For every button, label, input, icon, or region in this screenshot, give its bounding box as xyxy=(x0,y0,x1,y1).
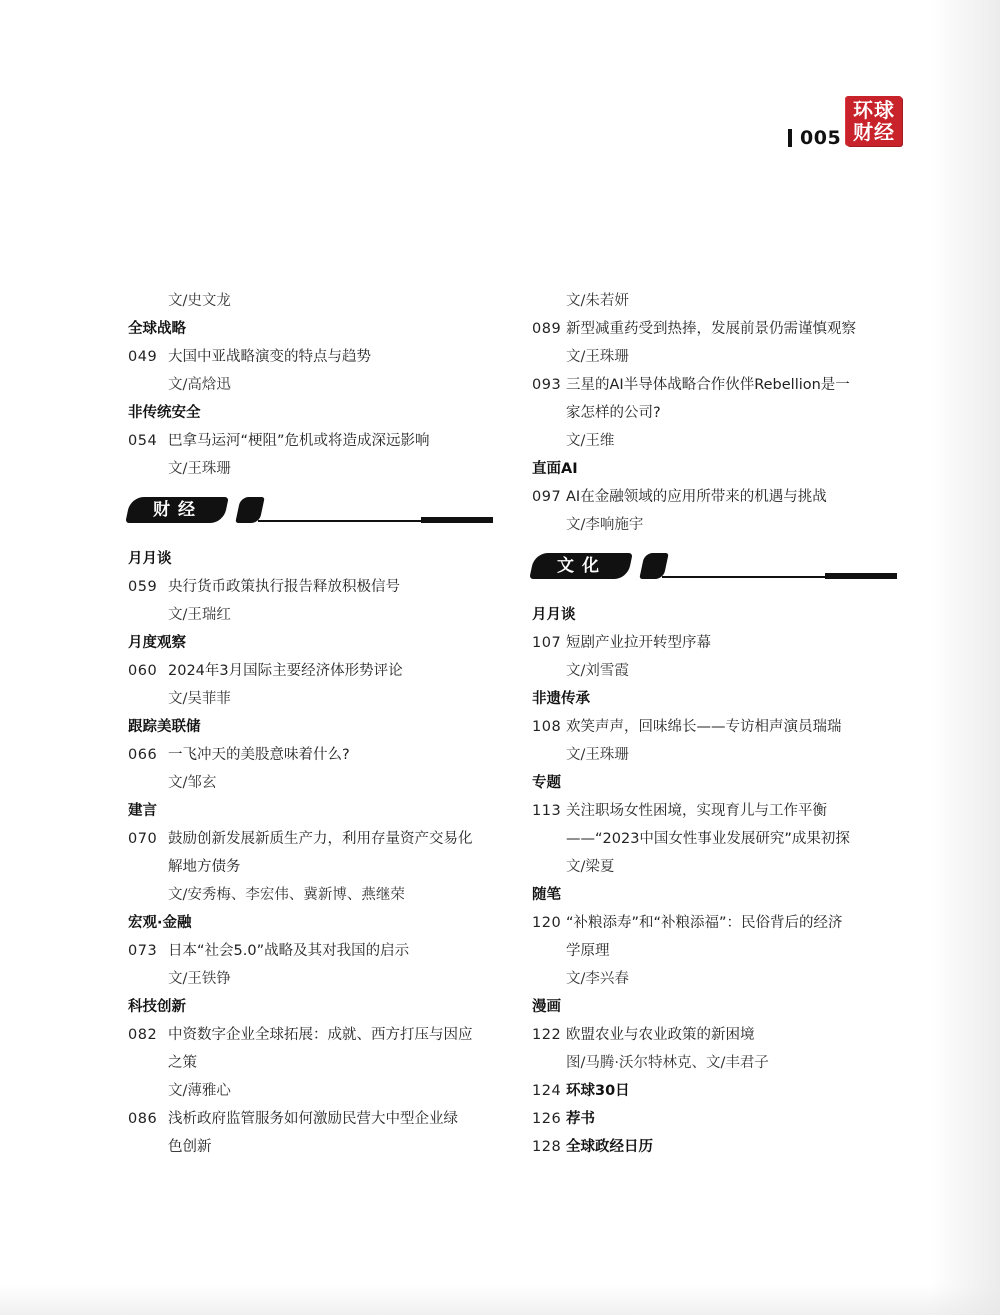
toc-entry-title[interactable]: 短剧产业拉开转型序幕 xyxy=(566,635,711,651)
toc-title-continuation[interactable]: 色创新 xyxy=(168,1139,212,1155)
toc-author: 文/王瑞红 xyxy=(168,607,231,623)
page-bottom-shadow xyxy=(0,1285,1000,1315)
toc-right-column xyxy=(532,287,922,1161)
toc-title-continuation[interactable]: ——“2023中国女性事业发展研究”成果初探 xyxy=(566,831,850,847)
toc-page-number: 107 xyxy=(532,635,562,651)
toc-entry-title[interactable]: “补粮添寿”和“补粮添福”：民俗背后的经济 xyxy=(566,915,843,931)
toc-page-number: 122 xyxy=(532,1027,562,1043)
toc-category: 非传统安全 xyxy=(128,405,201,421)
toc-category: 建言 xyxy=(128,803,157,819)
toc-entry[interactable] xyxy=(128,825,518,853)
toc-entry[interactable] xyxy=(532,797,922,825)
toc-category: 科技创新 xyxy=(128,999,186,1015)
toc-entry-title[interactable]: 浅析政府监管服务如何激励民营大中型企业绿 xyxy=(168,1111,458,1127)
toc-entry[interactable] xyxy=(532,1133,922,1161)
toc-author: 文/李响施宇 xyxy=(566,517,644,533)
section-banner xyxy=(128,483,518,545)
toc-page-number: 128 xyxy=(532,1139,562,1155)
toc-title-continuation[interactable]: 学原理 xyxy=(566,943,610,959)
page-edge-shadow xyxy=(930,0,1000,1315)
toc-author: 文/王珠珊 xyxy=(566,349,629,365)
toc-page-number: 089 xyxy=(532,321,562,337)
toc-entry-title[interactable]: 2024年3月国际主要经济体形势评论 xyxy=(168,663,403,679)
toc-category: 漫画 xyxy=(532,999,561,1015)
toc-page-number: 108 xyxy=(532,719,562,735)
toc-entry[interactable] xyxy=(532,1105,922,1133)
toc-category: 非遗传承 xyxy=(532,691,590,707)
toc-page-number: 113 xyxy=(532,803,562,819)
toc-author: 文/史文龙 xyxy=(168,293,231,309)
toc-page-number: 049 xyxy=(128,349,158,365)
toc-left-column xyxy=(128,287,518,1161)
toc-page-number: 060 xyxy=(128,663,158,679)
toc-entry-title[interactable]: 鼓励创新发展新质生产力，利用存量资产交易化 xyxy=(168,831,473,847)
toc-entry[interactable] xyxy=(532,371,922,399)
toc-entry-title[interactable]: 一飞冲天的美股意味着什么? xyxy=(168,747,350,763)
toc-author: 文/刘雪霞 xyxy=(566,663,629,679)
toc-entry-title[interactable]: 欢笑声声，回味绵长——专访相声演员瑞瑞 xyxy=(566,719,842,735)
toc-author: 文/李兴春 xyxy=(566,971,629,987)
toc-title-continuation[interactable]: 家怎样的公司? xyxy=(566,405,661,421)
toc-author: 图/马腾·沃尔特林克、文/丰君子 xyxy=(566,1055,769,1071)
toc-author: 文/朱若妍 xyxy=(566,293,629,309)
toc-category: 全球战略 xyxy=(128,321,186,337)
toc-category: 宏观·金融 xyxy=(128,915,192,931)
toc-title-continuation[interactable]: 解地方债务 xyxy=(168,859,241,875)
toc-page-number: 126 xyxy=(532,1111,562,1127)
toc-entry[interactable] xyxy=(532,909,922,937)
toc-author: 文/王珠珊 xyxy=(168,461,231,477)
toc-author: 文/王珠珊 xyxy=(566,747,629,763)
toc-page-number: 124 xyxy=(532,1083,562,1099)
section-banner xyxy=(532,539,922,601)
toc-entry[interactable] xyxy=(128,1105,518,1133)
toc-author: 文/王维 xyxy=(566,433,615,449)
toc-author: 文/梁夏 xyxy=(566,859,615,875)
toc-page-number: 070 xyxy=(128,831,158,847)
toc-entry-title[interactable]: 中资数字企业全球拓展：成就、西方打压与因应 xyxy=(168,1027,473,1043)
toc-author: 文/安秀梅、李宏伟、冀新博、燕继荣 xyxy=(168,887,405,903)
toc-category: 随笔 xyxy=(532,887,561,903)
toc-entry-title[interactable]: AI在金融领域的应用所带来的机遇与挑战 xyxy=(566,489,827,505)
section-banner-label: 文化 xyxy=(557,556,607,576)
toc-page-number: 093 xyxy=(532,377,562,393)
toc-entry-title[interactable]: 环球30日 xyxy=(566,1083,630,1099)
magazine-logo xyxy=(846,96,902,146)
toc-category: 月度观察 xyxy=(128,635,186,651)
toc-entry-title[interactable]: 日本“社会5.0”战略及其对我国的启示 xyxy=(168,943,410,959)
toc-author: 文/高焓迅 xyxy=(168,377,231,393)
toc-entry[interactable] xyxy=(128,427,518,455)
toc-category: 月月谈 xyxy=(128,551,172,567)
toc-page-number: 086 xyxy=(128,1111,158,1127)
toc-entry-title[interactable]: 荐书 xyxy=(566,1111,595,1127)
toc-page-number: 097 xyxy=(532,489,562,505)
toc-entry-title[interactable]: 三星的AI半导体战略合作伙伴Rebellion是一 xyxy=(566,377,850,393)
banner-rule-end xyxy=(825,573,897,579)
toc-entry[interactable] xyxy=(128,741,518,769)
toc-author: 文/邹玄 xyxy=(168,775,217,791)
toc-page-number: 066 xyxy=(128,747,158,763)
toc-page-number: 073 xyxy=(128,943,158,959)
toc-entry[interactable] xyxy=(128,937,518,965)
toc-author: 文/吴菲菲 xyxy=(168,691,231,707)
toc-category: 月月谈 xyxy=(532,607,576,623)
toc-page-number: 059 xyxy=(128,579,158,595)
toc-entry-title[interactable]: 央行货币政策执行报告释放积极信号 xyxy=(168,579,400,595)
toc-entry-title[interactable]: 欧盟农业与农业政策的新困境 xyxy=(566,1027,755,1043)
logo-text: 环球 财经 xyxy=(853,98,895,144)
toc-page-number: 054 xyxy=(128,433,158,449)
toc-entry-title[interactable]: 全球政经日历 xyxy=(566,1139,653,1155)
toc-entry[interactable] xyxy=(532,629,922,657)
toc-category: 跟踪美联储 xyxy=(128,719,201,735)
toc-entry[interactable] xyxy=(128,657,518,685)
toc-author: 文/王铁铮 xyxy=(168,971,231,987)
section-banner-label: 财经 xyxy=(153,500,203,520)
toc-title-continuation[interactable]: 之策 xyxy=(168,1055,197,1071)
toc-entry[interactable] xyxy=(128,1021,518,1049)
toc-page-number: 082 xyxy=(128,1027,158,1043)
toc-entry-title[interactable]: 新型减重药受到热捧，发展前景仍需谨慎观察 xyxy=(566,321,856,337)
toc-category: 直面AI xyxy=(532,461,578,477)
page-number: 005 xyxy=(800,127,842,149)
toc-entry-title[interactable]: 巴拿马运河“梗阻”危机或将造成深远影响 xyxy=(168,433,430,449)
page-number-bar xyxy=(788,129,792,147)
toc-entry[interactable] xyxy=(532,315,922,343)
toc-category: 专题 xyxy=(532,775,561,791)
banner-rule-end xyxy=(421,517,493,523)
toc-entry[interactable] xyxy=(532,1077,922,1105)
toc-entry[interactable] xyxy=(128,343,518,371)
toc-entry-title[interactable]: 大国中亚战略演变的特点与趋势 xyxy=(168,349,371,365)
toc-page-number: 120 xyxy=(532,915,562,931)
toc-entry-title[interactable]: 关注职场女性困境，实现育儿与工作平衡 xyxy=(566,803,827,819)
toc-entry[interactable] xyxy=(532,713,922,741)
toc-entry[interactable] xyxy=(532,1021,922,1049)
toc-entry[interactable] xyxy=(532,483,922,511)
toc-author: 文/薄雅心 xyxy=(168,1083,231,1099)
toc-entry[interactable] xyxy=(128,573,518,601)
